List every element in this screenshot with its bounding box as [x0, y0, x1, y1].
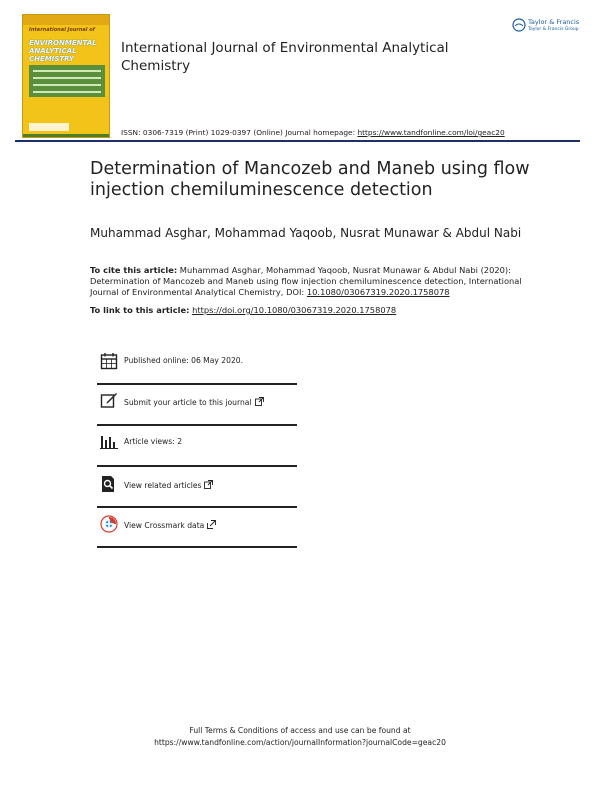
publisher-logo[interactable]: [512, 16, 584, 38]
cover-title: ENVIRONMENTAL ANALYTICAL CHEMISTRY: [29, 39, 97, 63]
header-divider: [15, 140, 580, 142]
crossmark-label[interactable]: View Crossmark data: [124, 520, 216, 530]
crossmark-icon: [100, 515, 118, 533]
journal-cover-image: [22, 14, 110, 138]
row-divider: [97, 383, 297, 385]
external-link-icon: [255, 397, 264, 406]
row-divider: [97, 506, 297, 508]
article-authors: Muhammad Asghar, Mohammad Yaqoob, Nusrat Munawar & Abdul Nabi: [90, 226, 522, 240]
edit-icon: [100, 391, 118, 409]
cite-doi-link[interactable]: 10.1080/03067319.2020.1758078: [306, 287, 450, 297]
submit-article-row[interactable]: [97, 389, 297, 429]
article-views-label: Article views: 2: [124, 437, 183, 446]
related-articles-label[interactable]: View related articles: [124, 480, 213, 490]
publisher-logo-name: Taylor & Francis: [528, 18, 580, 26]
article-link-line: [90, 305, 396, 315]
link-label: To link to this article:: [90, 305, 190, 315]
journal-title[interactable]: International Journal of Environmental Analytical Chemistry: [121, 40, 449, 74]
calendar-icon: [100, 352, 118, 370]
row-divider: [97, 465, 297, 467]
publisher-logo-group: Taylor & Francis Group: [528, 27, 579, 32]
published-online-row: [97, 348, 297, 388]
footer-terms-link[interactable]: https://www.tandfonline.com/action/journalInformation?journalCode=geac20: [154, 738, 446, 747]
row-divider: [97, 546, 297, 548]
issn-line: [121, 128, 505, 137]
row-divider: [97, 424, 297, 426]
related-articles-row[interactable]: [97, 471, 297, 511]
external-link-icon: [207, 520, 216, 529]
search-document-icon: [100, 475, 118, 493]
cover-small-heading: International Journal of: [29, 27, 95, 33]
journal-homepage-link[interactable]: https://www.tandfonline.com/loi/geac20: [357, 128, 505, 137]
footer: [0, 725, 600, 749]
article-doi-link[interactable]: https://doi.org/10.1080/03067319.2020.1758078: [192, 305, 397, 315]
external-link-icon: [204, 480, 213, 489]
cite-text: Muhammad Asghar, Mohammad Yaqoob, Nusrat Munawar & Abdul Nabi (2020): Determination of Mancozeb and Maneb using flow injection chemiluminescence detection, International Journal of Environmental Analytical Chemistry, DOI:: [90, 265, 522, 297]
bar-chart-icon: [100, 432, 118, 450]
article-views-row: [97, 430, 297, 470]
article-title: Determination of Mancozeb and Maneb using flow injection chemiluminescence detection: [90, 159, 530, 200]
cite-label: To cite this article:: [90, 265, 178, 275]
published-online-label: Published online: 06 May 2020.: [124, 356, 244, 365]
submit-article-label[interactable]: Submit your article to this journal: [124, 397, 264, 407]
issn-text: ISSN: 0306-7319 (Print) 1029-0397 (Online) Journal homepage:: [121, 128, 356, 137]
citation-block: [90, 265, 550, 298]
footer-terms-text: Full Terms & Conditions of access and use can be found at: [189, 726, 411, 735]
publisher-logo-icon: [512, 18, 526, 32]
